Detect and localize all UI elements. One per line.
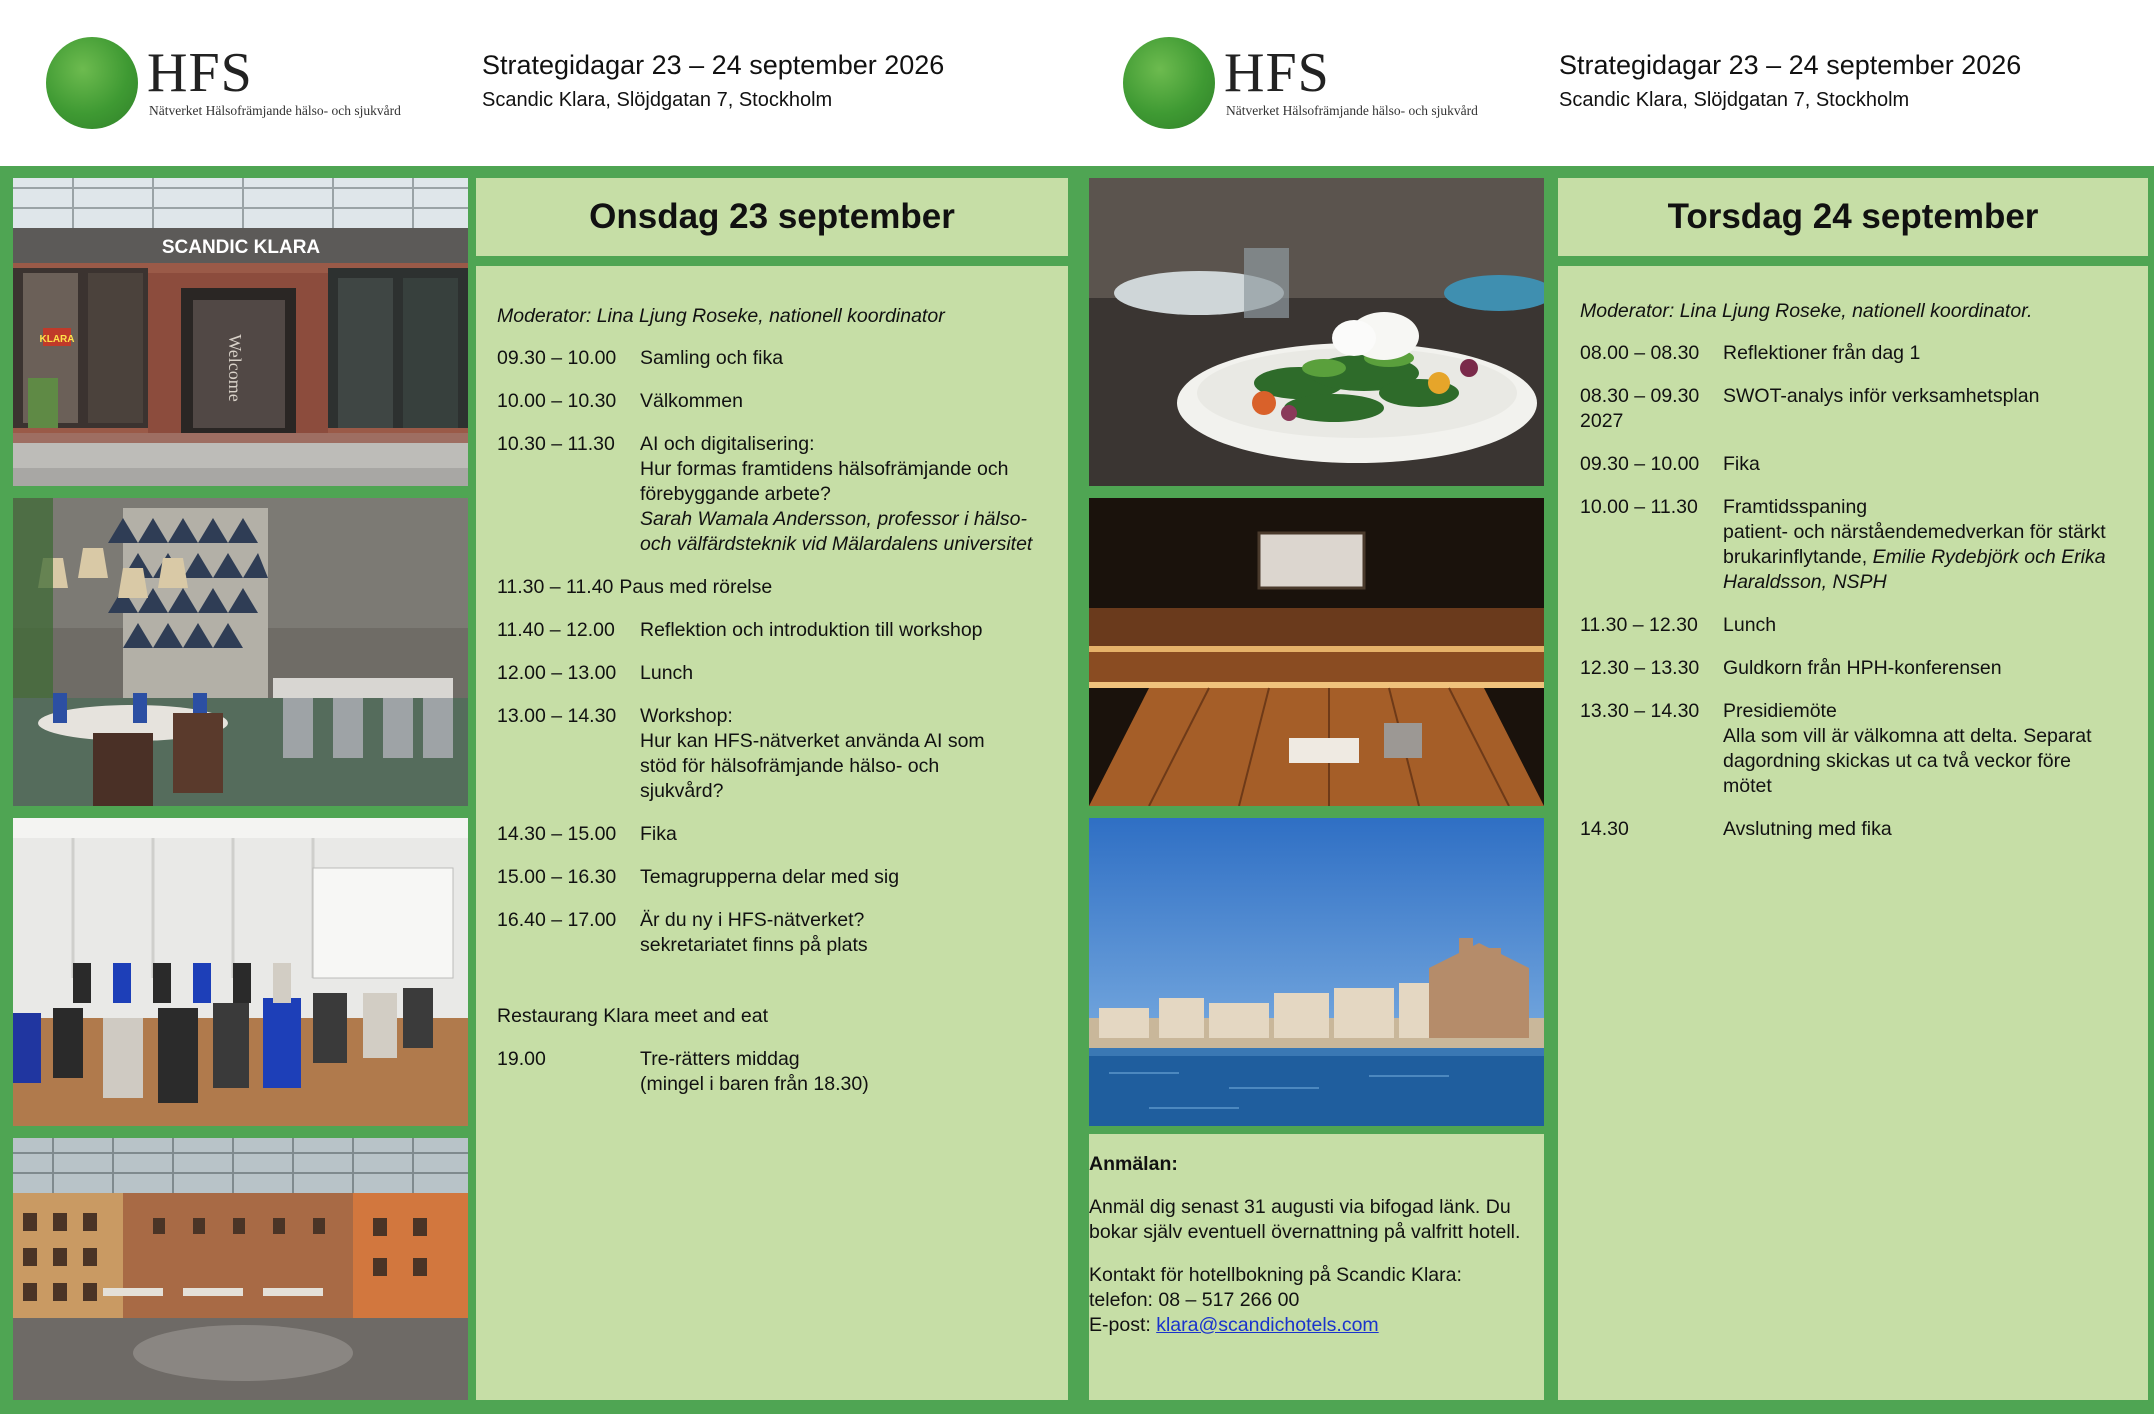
item-time: 12.30 – 13.30	[1580, 657, 1700, 679]
hotel-plate-text: KLARA	[39, 334, 75, 345]
registration-info	[1089, 1152, 1529, 1338]
item-time: 12.00 – 13.00	[497, 662, 617, 684]
item-time: 13.30 – 14.30	[1580, 700, 1700, 722]
hotel-email-link[interactable]: klara@scandichotels.com	[1156, 1314, 1379, 1336]
event-venue: Scandic Klara, Slöjdgatan 7, Stockholm	[1559, 89, 1910, 111]
hfs-logo	[1121, 37, 1491, 127]
day2-item	[1580, 699, 2135, 799]
item-text: Lunch	[1723, 614, 1777, 636]
item-subtext: Hur formas framtidens hälsofrämjande och förebyggande arbete?	[640, 458, 1009, 505]
item-subtext: sekretariatet finns på plats	[640, 934, 868, 956]
day2-item	[1580, 452, 2135, 477]
item-time: 15.00 – 16.30	[497, 866, 617, 888]
day1-item	[497, 575, 1057, 600]
item-text: Fika	[1723, 453, 1760, 475]
day1-schedule	[497, 304, 1057, 1115]
hfs-logo	[44, 37, 414, 127]
logo-subtitle: Nätverket Hälsofrämjande hälso- och sjukvård	[1226, 103, 1478, 118]
item-time: 14.30 – 15.00	[497, 823, 617, 845]
day1-item	[497, 432, 1057, 557]
hotel-sign-text: SCANDIC KLARA	[161, 237, 321, 258]
event-venue: Scandic Klara, Slöjdgatan 7, Stockholm	[482, 89, 833, 111]
day2-item	[1580, 495, 2135, 595]
hotel-phone: telefon: 08 – 517 266 00	[1089, 1289, 1300, 1311]
day1-item	[497, 389, 1057, 414]
item-time: 11.30 – 11.40	[497, 576, 614, 598]
hotel-contact-line: Kontakt för hotellbokning på Scandic Klara:	[1089, 1264, 1462, 1286]
item-subtext: (mingel i baren från 18.30)	[640, 1073, 869, 1095]
item-text: SWOT-analys inför verksamhetsplan	[1723, 385, 2040, 407]
day2-item	[1580, 613, 2135, 638]
registration-label: Anmälan:	[1089, 1153, 1178, 1175]
photo-stockholm-view	[1089, 818, 1544, 1126]
item-text: Samling och fika	[640, 347, 784, 369]
email-prefix: E-post:	[1089, 1314, 1151, 1336]
item-text: AI och digitalisering:	[640, 433, 815, 455]
day2-item	[1580, 341, 2135, 366]
event-title: Strategidagar 23 – 24 september 2026	[482, 50, 945, 80]
item-subtext: Alla som vill är välkomna att delta. Separat dagordning skickas ut ca två veckor före mötet	[1723, 725, 2092, 797]
item-text: Presidiemöte	[1723, 700, 1837, 722]
day1-item	[497, 908, 1057, 958]
item-speaker: Sarah Wamala Andersson, professor i hälso- och välfärdsteknik vid Mälardalens universitet	[640, 508, 1033, 555]
item-time: 13.00 – 14.30	[497, 705, 617, 727]
day2-moderator: Moderator: Lina Ljung Roseke, nationell koordinator.	[1580, 300, 2033, 322]
item-text: Temagrupperna delar med sig	[640, 866, 900, 888]
day1-title: Onsdag 23 september	[589, 197, 955, 236]
item-text: Workshop:	[640, 705, 733, 727]
item-text: Paus med rörelse	[619, 576, 773, 598]
logo-text: HFS	[147, 42, 253, 104]
item-text: Lunch	[640, 662, 694, 684]
registration-text: Anmäl dig senast 31 augusti via bifogad länk. Du bokar själv eventuell övernattning på valfritt hotell.	[1089, 1196, 1521, 1243]
item-time: 09.30 – 10.00	[1580, 453, 1700, 475]
day2-item	[1580, 656, 2135, 681]
item-time: 08.00 – 08.30	[1580, 342, 1700, 364]
day2-item	[1580, 817, 2135, 842]
photo-conference-room	[13, 818, 468, 1126]
item-speaker: Emilie Rydebjörk och Erika Haraldsson, NSPH	[1723, 546, 2106, 593]
logo-subtitle: Nätverket Hälsofrämjande hälso- och sjukvård	[149, 103, 401, 118]
program-board	[0, 166, 2154, 1414]
item-text: Välkommen	[640, 390, 743, 412]
item-subtext: 2027	[1580, 410, 1624, 432]
day1-header	[476, 178, 1068, 256]
day2-title: Torsdag 24 september	[1667, 197, 2039, 236]
item-time: 10.30 – 11.30	[497, 433, 615, 455]
day2-schedule	[1580, 299, 2135, 860]
item-time: 11.30 – 12.30	[1580, 614, 1698, 636]
header-left	[0, 0, 1077, 166]
day1-item	[497, 704, 1057, 804]
logo-circle-icon	[1123, 37, 1215, 129]
event-title: Strategidagar 23 – 24 september 2026	[1559, 50, 2022, 80]
item-text: Framtidsspaning	[1723, 496, 1868, 518]
day1-item	[497, 822, 1057, 847]
item-time: 08.30 – 09.30	[1580, 385, 1700, 407]
item-time: 10.00 – 10.30	[497, 390, 617, 412]
day1-moderator: Moderator: Lina Ljung Roseke, nationell koordinator	[497, 305, 945, 327]
day1-item	[497, 346, 1057, 371]
photo-sauna	[1089, 498, 1544, 806]
photo-restaurant	[13, 498, 468, 806]
item-time: 10.00 – 11.30	[1580, 496, 1698, 518]
item-text: Är du ny i HFS-nätverket?	[640, 909, 865, 931]
photo-atrium	[13, 1138, 468, 1400]
header-right	[1077, 0, 2154, 166]
photo-salad-dish	[1089, 178, 1544, 486]
logo-circle-icon	[46, 37, 138, 129]
item-text: Reflektion och introduktion till workshop	[640, 619, 983, 641]
logo-text: HFS	[1224, 42, 1330, 104]
item-time: 19.00	[497, 1048, 546, 1070]
day1-item	[497, 865, 1057, 890]
item-text: Fika	[640, 823, 677, 845]
item-text: Tre-rätters middag	[640, 1048, 800, 1070]
item-subtext: patient- och närståendemedverkan för stärkt brukarinflytande,	[1723, 521, 2106, 568]
hotel-door-text: Welcome	[225, 334, 245, 402]
item-time: 14.30	[1580, 818, 1629, 840]
evening-item	[497, 1047, 1057, 1097]
item-time: 16.40 – 17.00	[497, 909, 617, 931]
day1-item	[497, 618, 1057, 643]
evening-title: Restaurang Klara meet and eat	[497, 1005, 769, 1027]
item-text: Avslutning med fika	[1723, 818, 1892, 840]
item-time: 11.40 – 12.00	[497, 619, 615, 641]
day2-header	[1558, 178, 2148, 256]
item-time: 09.30 – 10.00	[497, 347, 617, 369]
photo-hotel-entrance	[13, 178, 468, 486]
hotel-email-line	[1089, 1313, 1529, 1338]
day1-item	[497, 661, 1057, 686]
item-subtext: Hur kan HFS-nätverket använda AI som stöd för hälsofrämjande hälso- och sjukvård?	[640, 730, 985, 802]
day2-item	[1580, 384, 2135, 434]
item-text: Reflektioner från dag 1	[1723, 342, 1921, 364]
item-text: Guldkorn från HPH-konferensen	[1723, 657, 2002, 679]
